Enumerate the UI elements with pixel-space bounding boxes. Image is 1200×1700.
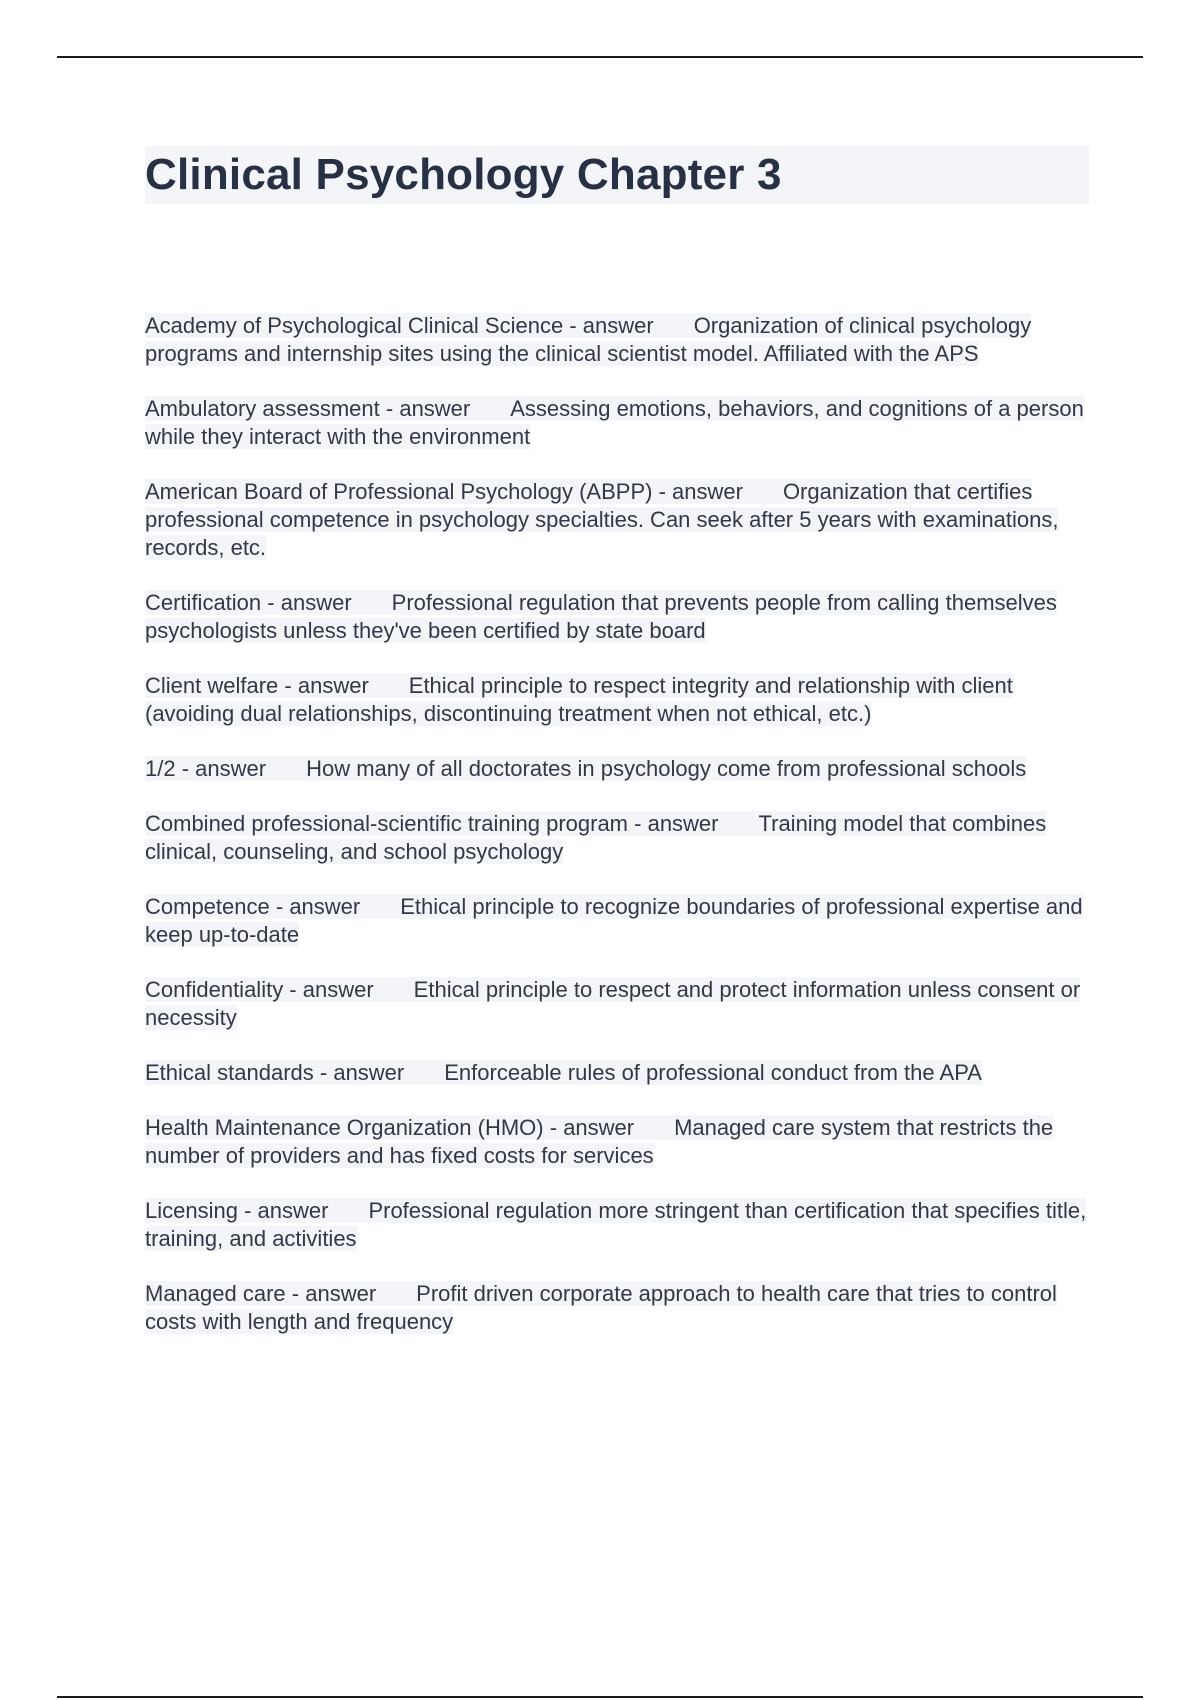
card-definition: Organization that certifies professional competence in psychology specialties. Can seek after 5 years with examinations, records, etc.: [145, 479, 1059, 560]
card-term: Managed care: [145, 1281, 286, 1306]
separator: -: [278, 673, 298, 698]
flashcard: [145, 1059, 1090, 1087]
answer-label: answer: [257, 1198, 329, 1223]
separator: -: [313, 1060, 334, 1085]
page-title: Clinical Psychology Chapter 3: [145, 150, 782, 199]
answer-label: answer: [280, 590, 352, 615]
separator: -: [269, 894, 290, 919]
answer-label: answer: [289, 894, 361, 919]
answer-label: answer: [333, 1060, 405, 1085]
card-definition: Training model that combines clinical, counseling, and school psychology: [145, 811, 1047, 864]
card-definition: Profit driven corporate approach to health care that tries to control costs with length and frequency: [145, 1281, 1057, 1334]
card-definition: Professional regulation more stringent than certification that specifies title, training, and activities: [145, 1198, 1087, 1251]
answer-label: answer: [305, 1281, 377, 1306]
answer-label: answer: [582, 313, 654, 338]
flashcard: [145, 810, 1090, 866]
answer-label: answer: [563, 1115, 635, 1140]
flashcard: [145, 1197, 1090, 1253]
answer-label: answer: [399, 396, 471, 421]
card-term: Client welfare: [145, 673, 279, 698]
card-definition: Professional regulation that prevents people from calling themselves psychologists unless they've been certified by state board: [145, 590, 1057, 643]
card-definition: Assessing emotions, behaviors, and cognitions of a person while they interact with the environment: [145, 396, 1084, 449]
answer-label: answer: [647, 811, 719, 836]
card-definition: Ethical principle to recognize boundaries of professional expertise and keep up-to-date: [145, 894, 1083, 947]
separator: -: [652, 479, 673, 504]
top-rule: [57, 56, 1143, 58]
card-term: Licensing: [145, 1198, 238, 1223]
separator: -: [237, 1198, 258, 1223]
separator: -: [628, 811, 648, 836]
card-term: 1/2: [145, 756, 176, 781]
card-definition: How many of all doctorates in psychology come from professional schools: [306, 756, 1027, 781]
flashcard: [145, 672, 1090, 728]
card-definition: Managed care system that restricts the number of providers and has fixed costs for services: [145, 1115, 1054, 1168]
separator: -: [283, 977, 303, 1002]
card-term: American Board of Professional Psychology (ABPP): [145, 479, 653, 504]
separator: -: [285, 1281, 306, 1306]
card-term: Certification: [145, 590, 262, 615]
card-term: Academy of Psychological Clinical Science: [145, 313, 564, 338]
flashcard: [145, 1280, 1090, 1336]
flashcard: [145, 312, 1090, 368]
answer-label: answer: [195, 756, 267, 781]
card-definition: Ethical principle to respect integrity and relationship with client (avoiding dual relationships, discontinuing treatment when not ethical, etc.): [145, 673, 1013, 726]
flashcard: [145, 395, 1090, 451]
card-term: Ethical standards: [145, 1060, 314, 1085]
bottom-rule: [57, 1696, 1143, 1698]
card-definition: Organization of clinical psychology programs and internship sites using the clinical scientist model. Affiliated with the APS: [145, 313, 1032, 366]
card-term: Confidentiality: [145, 977, 284, 1002]
flashcard: [145, 755, 1090, 783]
flashcard: [145, 1114, 1090, 1170]
flashcard: [145, 893, 1090, 949]
flashcard: [145, 478, 1090, 562]
card-term: Combined professional-scientific training program: [145, 811, 629, 836]
answer-label: answer: [302, 977, 374, 1002]
answer-label: answer: [297, 673, 369, 698]
card-definition: Ethical principle to respect and protect information unless consent or necessity: [145, 977, 1081, 1030]
separator: -: [261, 590, 281, 615]
separator: -: [543, 1115, 564, 1140]
separator: -: [175, 756, 196, 781]
flashcard-list: [145, 312, 1090, 1363]
card-term: Competence: [145, 894, 270, 919]
answer-label: answer: [672, 479, 743, 504]
title-banner: [145, 146, 1089, 204]
card-term: Health Maintenance Organization (HMO): [145, 1115, 544, 1140]
flashcard: [145, 976, 1090, 1032]
flashcard: [145, 589, 1090, 645]
card-definition: Enforceable rules of professional conduct from the APA: [444, 1060, 982, 1085]
separator: -: [379, 396, 400, 421]
separator: -: [563, 313, 583, 338]
card-term: Ambulatory assessment: [145, 396, 380, 421]
